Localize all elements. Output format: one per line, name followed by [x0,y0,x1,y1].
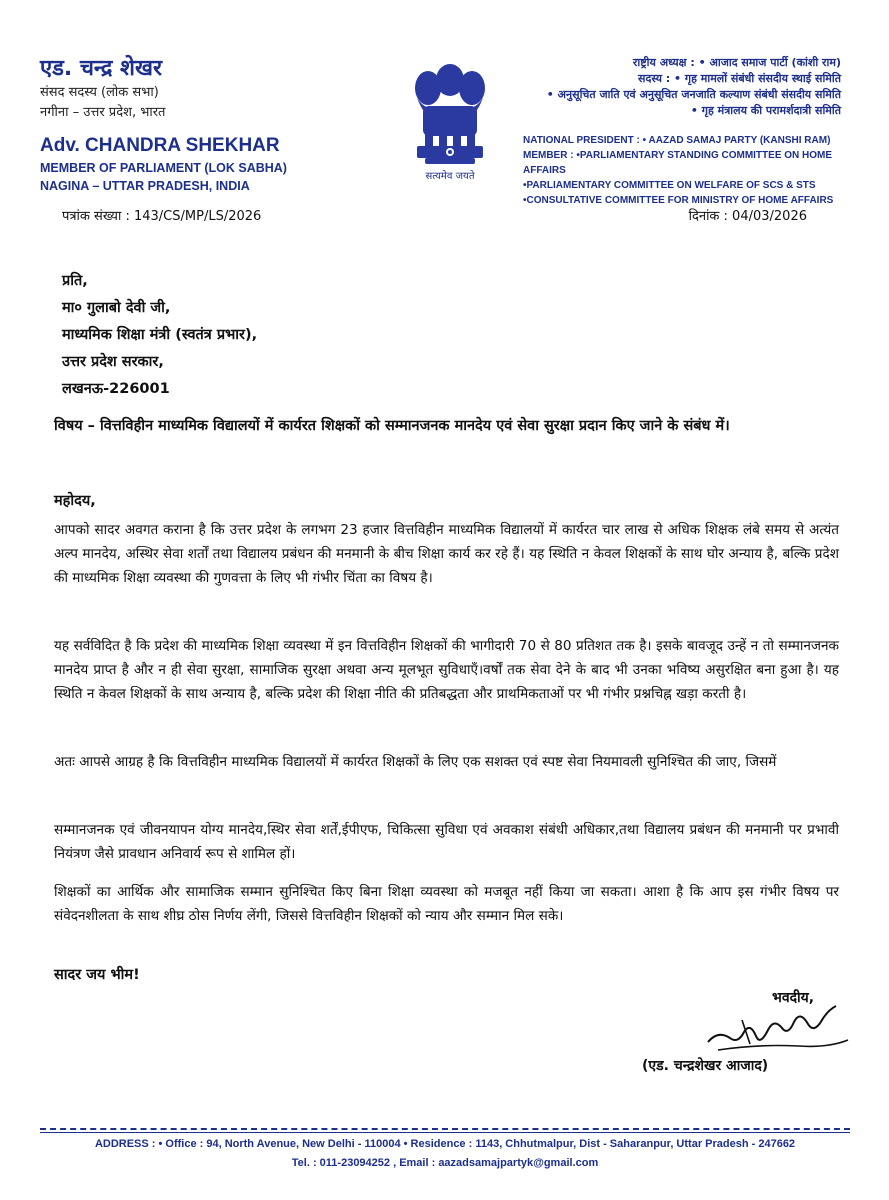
addressee-block [62,268,257,403]
reference-number: पत्रांक संख्या : 143/CS/MP/LS/2026 [62,209,262,224]
closing-greeting: सादर जय भीम! [54,967,140,983]
footer-divider [40,1132,850,1133]
addressee-line: माध्यमिक शिक्षा मंत्री (स्वतंत्र प्रभार), [62,327,258,343]
letterhead-right [501,55,841,208]
sender-title-hindi: संसद सदस्य (लोक सभा) [40,85,159,100]
designation-hindi-3: • अनुसूचित जाति एवं अनुसूचित जनजाति कल्याण संबंधी संसदीय समिति [546,88,841,101]
signer-name: (एड. चन्द्रशेखर आजाद) [642,1058,769,1074]
body-paragraph: यह सर्वविदित है कि प्रदेश की माध्यमिक शिक्षा व्यवस्था में इन वित्तविहीन शिक्षकों की भागीदारी 70 से 80 प्रतिशत तक है। इसके बावजूद उन्हें न तो सम्मानजनक मानदेय प्राप्त है और न ही सेवा सुरक्षा, सामाजिक सुरक्षा अथवा अन्य मूलभूत सुविधाएँ।वर्षों तक सेवा देने के बाद भी उनका भविष्य असुरक्षित बना हुआ है। यह स्थिति न केवल शिक्षकों के साथ अन्याय है, बल्कि प्रदेश की शिक्षा नीति की प्रतिबद्धता और प्राथमिकताओं पर भी गंभीर प्रश्नचिह्न खड़ा करती है। [54,638,839,702]
sender-name-hindi: एड. चन्द्र शेखर [40,56,163,81]
designation-english-1: NATIONAL PRESIDENT : • AAZAD SAMAJ PARTY (KANSHI RAM) [523,135,831,146]
yours-faithfully: भवदीय, [772,990,815,1006]
designation-hindi-2: सदस्य : • गृह मामलों संबंधी संसदीय स्थाई समिति [638,72,841,85]
emblem-motto: सत्यमेव जयते [425,171,475,182]
body-paragraph: अतः आपसे आग्रह है कि वित्तविहीन माध्यमिक विद्यालयों में कार्यरत शिक्षकों के लिए एक सशक्त एवं स्पष्ट सेवा नियमावली सुनिश्चित की जाए, जिसमें [54,754,777,770]
designation-english-2: MEMBER : •PARLIAMENTARY STANDING COMMITTEE ON HOME AFFAIRS [523,150,833,176]
addressee-line: मा० गुलाबो देवी जी, [62,300,171,316]
signature-icon [698,1000,858,1060]
addressee-line: उत्तर प्रदेश सरकार, [62,354,164,370]
footer-address: ADDRESS : • Office : 94, North Avenue, New Delhi - 110004 • Residence : 1143, Chhutmalpur, Dist - Saharanpur, Uttar Pradesh - 247662 [94,1138,796,1150]
footer-contact: Tel. : 011-23094252 , Email : aazadsamajpartyk@gmail.com [291,1157,599,1169]
footer-divider [40,1128,850,1130]
body-paragraph: शिक्षकों का आर्थिक और सामाजिक सम्मान सुनिश्चित किए बिना शिक्षा व्यवस्था को मजबूत नहीं किया जा सकता। आशा है कि आप इस गंभीर विषय पर संवेदनशीलता के साथ शीघ्र ठोस निर्णय लेंगी, जिससे वित्तविहीन शिक्षकों को न्याय और सम्मान मिल सके। [54,884,839,924]
addressee-line: प्रति, [62,273,88,289]
designation-english-3: •PARLIAMENTARY COMMITTEE ON WELFARE OF SCS & STS [523,180,816,191]
letterhead-left [40,55,360,195]
letter-date: दिनांक : 04/03/2026 [688,209,807,224]
designation-hindi-1: राष्ट्रीय अध्यक्ष : • आजाद समाज पार्टी (कांशी राम) [632,56,841,69]
body-paragraph: सम्मानजनक एवं जीवनयापन योग्य मानदेय,स्थिर सेवा शर्तें,ईपीएफ, चिकित्सा सुविधा एवं अवकाश संबंधी अधिकार,तथा विद्यालय प्रबंधन की मनमानी पर प्रभावी नियंत्रण जैसे प्रावधान अनिवार्य रूप से शामिल हों। [54,822,839,862]
sender-place-english: NAGINA – UTTAR PRADESH, INDIA [40,179,250,193]
designation-english-4: •CONSULTATIVE COMMITTEE FOR MINISTRY OF HOME AFFAIRS [523,195,834,206]
sender-name-english: Adv. CHANDRA SHEKHAR [40,135,280,156]
designation-hindi-4: • गृह मंत्रालय की परामर्शदात्री समिति [690,104,841,117]
subject-line: विषय – वित्तविहीन माध्यमिक विद्यालयों में कार्यरत शिक्षकों को सम्मानजनक मानदेय एवं सेवा सुरक्षा प्रदान किए जाने के संबंध में। [54,418,730,434]
salutation: महोदय, [54,493,96,509]
addressee-line: लखनऊ-226001 [62,381,170,397]
body-paragraph: आपको सादर अवगत कराना है कि उत्तर प्रदेश के लगभग 23 हजार वित्तविहीन माध्यमिक विद्यालयों में कार्यरत चार लाख से अधिक शिक्षक लंबे समय से अत्यंत अल्प मानदेय, अस्थिर सेवा शर्तों तथा विद्यालय प्रबंधन की मनमानी के बीच शिक्षा कार्य कर रहे हैं। यह स्थिति न केवल शिक्षकों के साथ घोर अन्याय है, बल्कि प्रदेश की माध्यमिक शिक्षा व्यवस्था की गुणवत्ता के लिए भी गंभीर चिंता का विषय है। [54,522,839,586]
sender-place-hindi: नगीना – उत्तर प्रदेश, भारत [40,105,166,120]
sender-title-english: MEMBER OF PARLIAMENT (LOK SABHA) [40,161,287,175]
